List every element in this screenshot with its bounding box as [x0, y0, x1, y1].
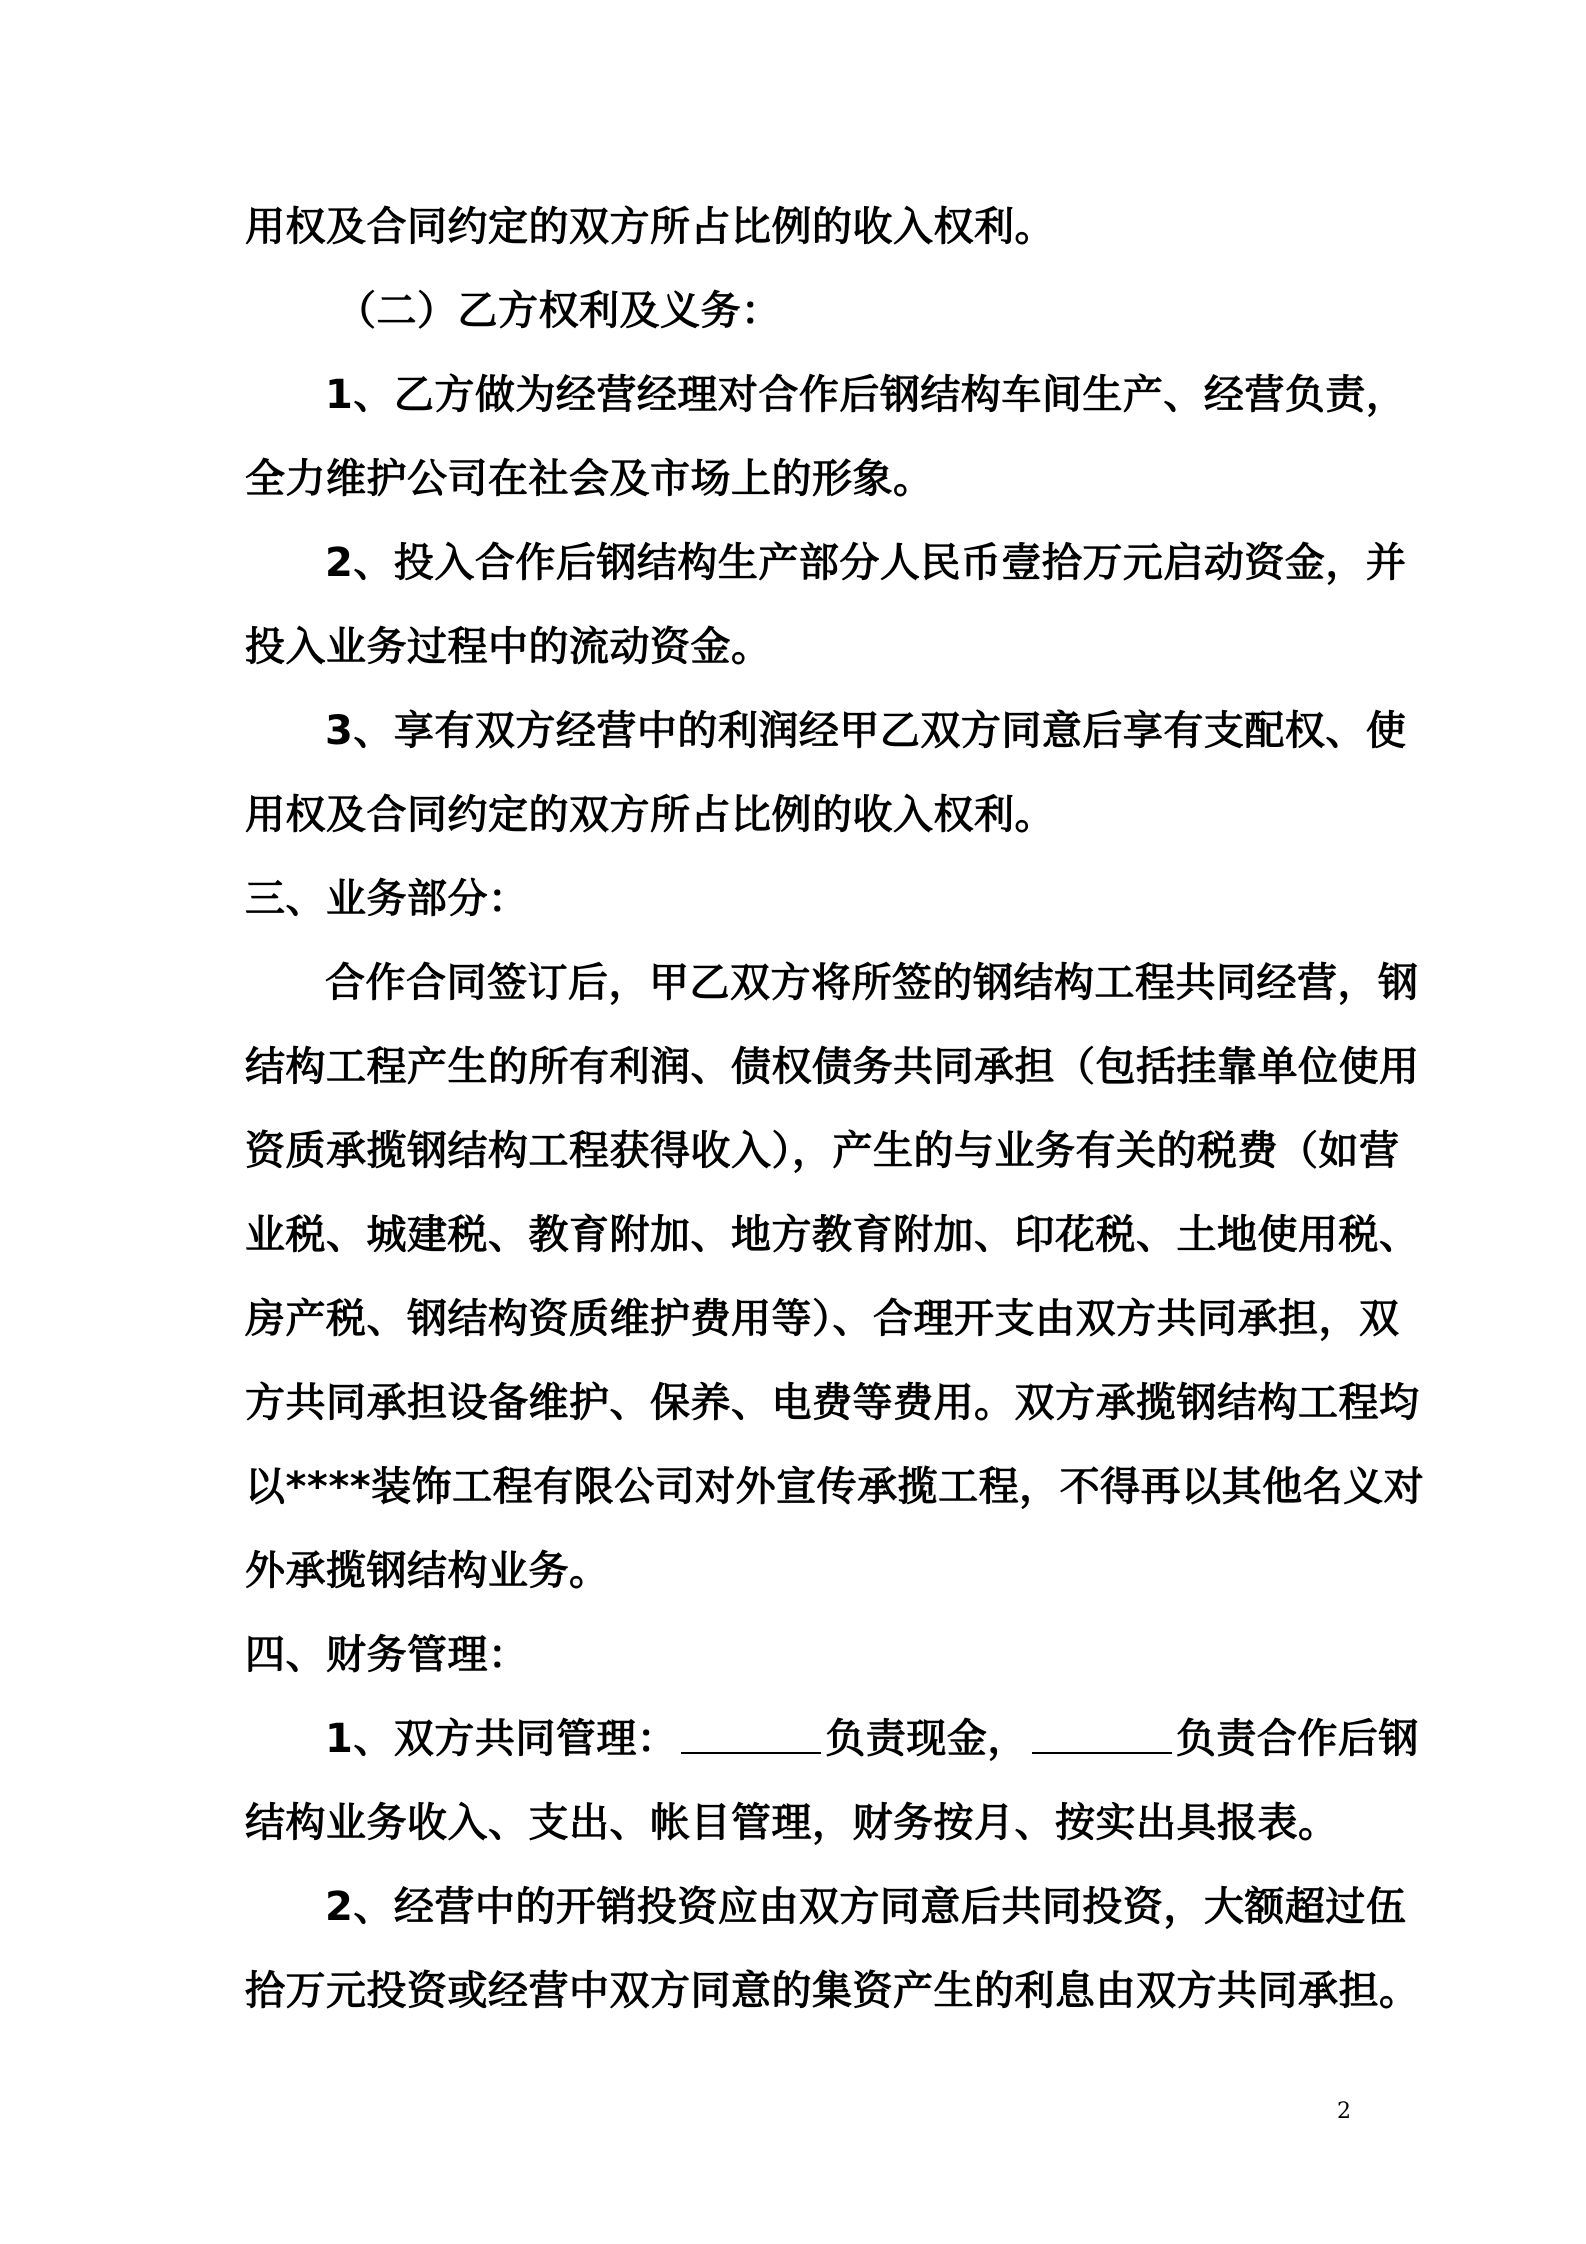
section-heading: 三、业务部分： — [245, 876, 529, 922]
page-number: 2 — [1337, 2099, 1351, 2124]
text-line: 方共同承担设备维护、保养、电费等费用。双方承揽钢结构工程均 — [245, 1380, 1420, 1426]
text-line: 用权及合同约定的双方所占比例的收入权利。 — [245, 792, 1055, 838]
text-line: 1、乙方做为经营经理对合作后钢结构车间生产、经营负责， — [325, 372, 1407, 418]
section-heading: （二）乙方权利及义务： — [336, 288, 782, 334]
text-line: 外承揽钢结构业务。 — [245, 1548, 610, 1594]
text-segment: 1、双方共同管理： — [325, 1716, 678, 1762]
text-segment: 负责合作后钢 — [1175, 1716, 1419, 1762]
text-line: 2、投入合作后钢结构生产部分人民币壹拾万元启动资金，并 — [325, 540, 1407, 586]
text-line: 房产税、钢结构资质维护费用等）、合理开支由双方共同承担，双 — [245, 1296, 1400, 1342]
section-heading: 四、财务管理： — [245, 1632, 529, 1678]
fill-in-blank — [1032, 1712, 1172, 1754]
text-line: 结构工程产生的所有利润、债权债务共同承担（包括挂靠单位使用 — [245, 1044, 1420, 1090]
text-line: 投入业务过程中的流动资金。 — [245, 624, 772, 670]
text-line: 以****装饰工程有限公司对外宣传承揽工程，不得再以其他名义对 — [245, 1464, 1425, 1510]
text-segment: 负责现金， — [825, 1716, 1028, 1762]
text-line: 3、享有双方经营中的利润经甲乙双方同意后享有支配权、使 — [325, 708, 1407, 754]
text-line: 拾万元投资或经营中双方同意的集资产生的利息由双方共同承担。 — [245, 1968, 1420, 2014]
text-line: 全力维护公司在社会及市场上的形象。 — [245, 456, 934, 502]
text-line: 资质承揽钢结构工程获得收入），产生的与业务有关的税费（如营 — [245, 1128, 1400, 1174]
fill-in-blank — [681, 1712, 821, 1754]
text-line: 合作合同签订后，甲乙双方将所签的钢结构工程共同经营，钢 — [325, 960, 1419, 1006]
text-line-with-blanks — [325, 1711, 1419, 1767]
text-line: 结构业务收入、支出、帐目管理，财务按月、按实出具报表。 — [245, 1800, 1339, 1846]
text-line: 业税、城建税、教育附加、地方教育附加、印花税、土地使用税、 — [245, 1212, 1420, 1258]
text-line: 2、经营中的开销投资应由双方同意后共同投资，大额超过伍 — [325, 1884, 1407, 1930]
text-line: 用权及合同约定的双方所占比例的收入权利。 — [245, 204, 1055, 250]
